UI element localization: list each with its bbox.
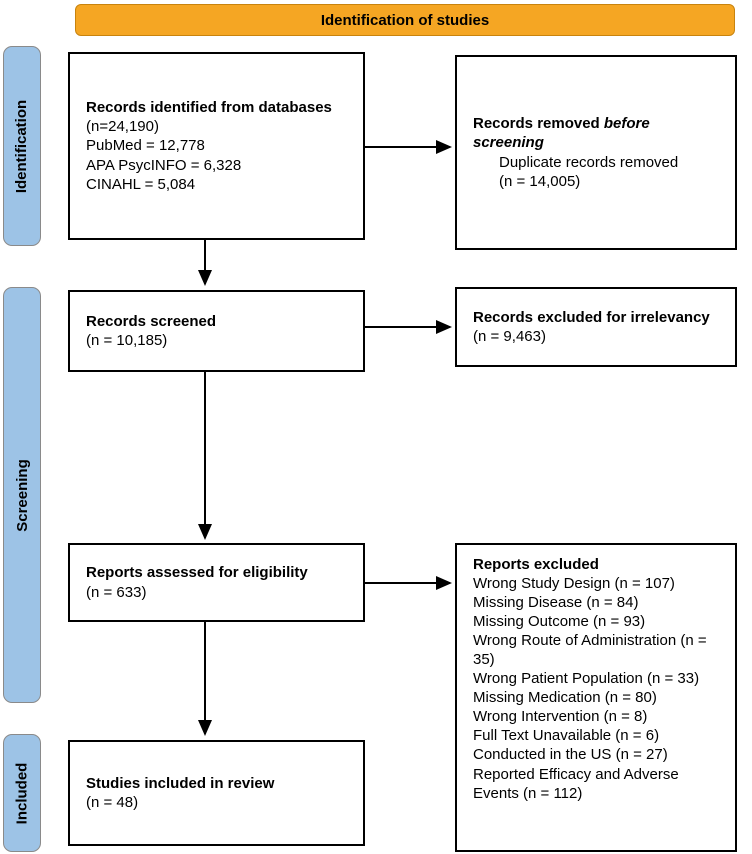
box-reports-excluded: [455, 543, 737, 852]
box-records-excluded-irrelevancy-title: Records excluded for irrelevancy: [473, 308, 710, 326]
box-line: Conducted in the US (n = 27): [473, 746, 668, 764]
box-records-excluded-irrelevancy: [455, 287, 737, 367]
box-reports-excluded-title: Reports excluded: [473, 556, 599, 573]
box-records-identified: [68, 52, 365, 240]
box-records-screened: [68, 290, 365, 372]
stage-included-label: Included: [13, 762, 31, 824]
box-line: (n = 10,185): [86, 332, 168, 349]
box-line: Duplicate records removed: [499, 153, 679, 171]
box-line: Missing Outcome (n = 93): [473, 613, 646, 631]
stage-included: [3, 734, 41, 852]
box-line: (n = 9,463): [473, 328, 546, 345]
box-line: Wrong Study Design (n = 107): [473, 575, 675, 593]
box-line: Wrong Patient Population (n = 33): [473, 670, 700, 688]
box-line: (n = 633): [86, 583, 147, 601]
box-studies-included-title: Studies included in review: [86, 774, 275, 792]
box-line: Wrong Route of Administration (n = 35): [473, 632, 707, 669]
box-line: CINAHL = 5,084: [86, 175, 196, 193]
box-line: (n = 14,005): [499, 172, 581, 190]
box-line: Missing Medication (n = 80): [473, 689, 657, 707]
box-line: Missing Disease (n = 84): [473, 594, 639, 612]
box-records-removed: [455, 55, 737, 250]
box-line: Full Text Unavailable (n = 6): [473, 727, 660, 745]
box-line: APA PsycINFO = 6,328: [86, 156, 242, 174]
box-line: Reported Efficacy and Adverse Events (n = 112): [473, 765, 679, 802]
stage-identification-label: Identification: [13, 99, 31, 193]
box-records-removed-title: Records removed before screening: [473, 115, 650, 152]
box-reports-assessed-title: Reports assessed for eligibility: [86, 564, 308, 582]
box-line: (n = 48): [86, 794, 139, 811]
stage-screening-label: Screening: [13, 458, 31, 532]
box-records-screened-title: Records screened: [86, 312, 217, 330]
box-line: PubMed = 12,778: [86, 137, 205, 155]
header-title: Identification of studies: [320, 11, 490, 29]
stage-screening: [3, 287, 41, 703]
box-studies-included: [68, 740, 365, 846]
stage-identification: [3, 46, 41, 246]
box-reports-assessed: [68, 543, 365, 622]
box-line: (n=24,190): [86, 118, 159, 136]
box-records-identified-title: Records identified from databases: [86, 99, 332, 117]
box-line: Wrong Intervention (n = 8): [473, 708, 648, 726]
header-bar: [75, 4, 735, 36]
